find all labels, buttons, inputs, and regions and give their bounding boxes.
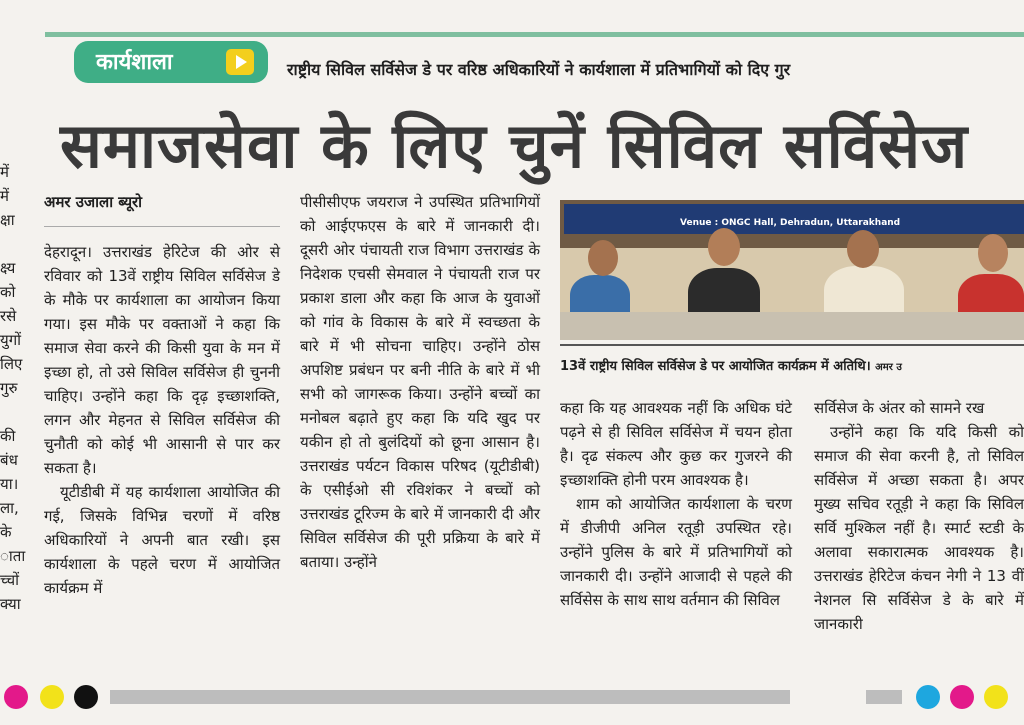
byline-rule — [44, 226, 280, 227]
registration-bar — [110, 690, 790, 704]
paragraph: सर्विसेज के अंतर को सामने रख — [814, 399, 985, 417]
registration-dot-yellow-2 — [984, 685, 1008, 709]
article-column-3 — [560, 396, 792, 612]
cut-text-fragment: या। — [0, 475, 19, 493]
strapline: राष्ट्रीय सिविल सर्विसेज डे पर वरिष्ठ अधिकारियों ने कार्यशाला में प्रतिभागियों को दिए गुर — [287, 60, 791, 79]
cut-text-fragment: बंध — [0, 451, 18, 469]
event-photo — [560, 200, 1024, 340]
cut-text-fragment: के — [0, 523, 12, 541]
byline: अमर उजाला ब्यूरो — [44, 193, 143, 211]
left-cut-column — [0, 160, 26, 616]
photo-credit: अमर उ — [875, 362, 902, 373]
registration-bar-small — [866, 690, 902, 704]
paragraph: उन्होंने कहा कि यदि किसी को समाज की सेवा करनी है, तो सिविल सर्विसेज में अच्छा सकता है। अपर मुख्य सचिव रतूड़ी ने कहा कि सिविल सर्वि मुश्किल नहीं है। स्मार्ट स्टडी के अलावा सकारात्मक आवश्यक है। उत्तराखंड हेरिटेज कंचन नेगी ने 13 वीं नेशनल सि सर्विसेज डे के बारे में जानकारी — [814, 423, 1024, 633]
cut-text-fragment: ाता — [0, 547, 26, 565]
cut-text-fragment: को — [0, 283, 16, 301]
cut-text-fragment: क्षा — [0, 211, 15, 229]
paragraph: कहा कि यह आवश्यक नहीं कि अधिक घंटे पढ़ने से ही सिविल सर्विसेज में चयन होता है। दृढ संकल्प और कुछ कर गुजरने की इच्छाशक्ति होनी परम आवश्यक है। — [560, 399, 792, 489]
paragraph: पीसीसीएफ जयराज ने उपस्थित प्रतिभागियों को आईएफएस के बारे में जानकारी दी। दूसरी ओर पंचायती राज विभाग उत्तराखंड के निदेशक एचसी सेमवाल ने पंचायती राज पर प्रकाश डाला और कहा कि आज के युवाओं को गांव के विकास के बारे में स्वच्छता के बारे में भी सोचना चाहिए। उन्होंने ठोस अपशिष्ट प्रबंधन पर बनी नीति के बारे में भी सभी को जागरूक किया। उन्होंने बच्चों का मनोबल बढ़ाते हुए कहा कि यदि खुद पर यकीन हो तो बुलंदियों को छूना आसान है। उत्तराखंड पर्यटन विकास परिषद (यूटीडीबी) के एसीईओ सी रविशंकर ने बच्चों को उत्तराखंड टूरिज्म के बारे में जानकारी दी और सिविल सर्विसेज की पूरी प्रक्रिया के बारे में बताया। उन्होंने — [300, 193, 540, 571]
headline: समाजसेवा के लिए चुनें सिविल सर्विसेज — [60, 109, 969, 182]
cut-text-fragment: युगों — [0, 331, 22, 349]
photo-table — [560, 312, 1024, 340]
cut-text-fragment — [0, 400, 22, 424]
cut-text-fragment: में — [0, 187, 9, 205]
article-column-4 — [814, 396, 1024, 668]
paragraph: यूटीडीबी में यह कार्यशाला आयोजित की गई, जिसके विभिन्न चरणों में वरिष्ठ अधिकारियों ने अपनी बात रखी। इस कार्यशाला के पहले चरण में आयोजित कार्यक्रम में — [44, 483, 280, 597]
registration-dot-yellow — [40, 685, 64, 709]
top-rule — [45, 32, 1024, 37]
cut-text-fragment: की — [0, 427, 16, 445]
photo-caption — [560, 356, 902, 374]
registration-dot-magenta-2 — [950, 685, 974, 709]
paragraph: देहरादून। उत्तराखंड हेरिटेज की ओर से रविवार को 13वें राष्ट्रीय सिविल सर्विसेज डे के मौके पर कार्यशाला का आयोजन किया गया। इस मौके पर वक्ताओं ने कहा कि समाज सेवा करने की किसी युवा के मन में इच्छा हो, तो उसे सिविल सर्विसेज ही चुननी चाहिए। उन्होंने कहा कि दृढ़ इच्छाशक्ति, लगन और मेहनत से सिविल सर्विसेज की चुनौती को कोई भी आसानी से पार कर सकता है। — [44, 243, 280, 477]
section-badge-label: कार्यशाला — [96, 50, 173, 75]
cut-text-fragment: लिए — [0, 355, 23, 373]
person-head — [978, 234, 1008, 272]
cut-text-fragment: रसे — [0, 307, 17, 325]
cut-text-fragment: में — [0, 163, 9, 181]
article-column-1 — [44, 240, 280, 600]
cut-text-fragment: च्चों — [0, 571, 20, 589]
photo-banner-venue: Venue : ONGC Hall, Dehradun, Uttarakhand — [680, 218, 901, 228]
person-head — [708, 228, 740, 266]
cut-text-fragment — [0, 232, 22, 256]
play-icon — [226, 49, 254, 75]
article-column-2 — [300, 190, 540, 574]
caption-rule — [560, 344, 1024, 346]
cut-text-fragment: क्ष्य — [0, 259, 16, 277]
cut-text-fragment: क्या — [0, 595, 21, 613]
cut-text-fragment: ला, — [0, 499, 19, 517]
paragraph: शाम को आयोजित कार्यशाला के चरण में डीजीपी अनिल रतूड़ी उपस्थित रहे। उन्होंने पुलिस के बारे में प्रतिभागियों को जानकारी दी। उन्होंने आजादी से पहले की सर्विसेस के साथ साथ वर्तमान की सिविल — [560, 495, 792, 609]
cut-text-fragment: गुरु — [0, 379, 18, 397]
person-head — [847, 230, 879, 268]
registration-dot-black — [74, 685, 98, 709]
person-head — [588, 240, 618, 276]
registration-dot-magenta — [4, 685, 28, 709]
registration-dot-cyan — [916, 685, 940, 709]
photo-caption-text: 13वें राष्ट्रीय सिविल सर्विसेज डे पर आयोजित कार्यक्रम में अतिथि। — [560, 359, 871, 374]
